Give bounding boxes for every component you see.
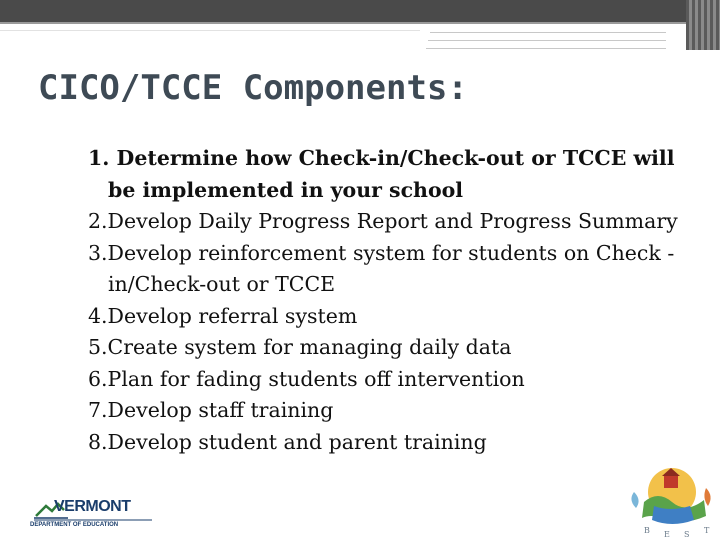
top-banner-accent bbox=[0, 22, 720, 24]
list-item: 5.Create system for managing daily data bbox=[88, 335, 512, 359]
list-item: 7.Develop staff training bbox=[88, 398, 334, 422]
best-letter: S bbox=[684, 530, 690, 539]
best-letter: T bbox=[704, 526, 710, 535]
vermont-logo-text: VERMONT bbox=[54, 498, 131, 515]
slide-title: CICO/TCCE Components: bbox=[38, 68, 468, 108]
decor-line bbox=[430, 32, 666, 33]
best-letter: E bbox=[664, 530, 670, 539]
list-item: 4.Develop referral system bbox=[88, 303, 358, 328]
decor-line bbox=[426, 48, 666, 49]
corner-decoration bbox=[686, 0, 720, 50]
list-item: 8.Develop student and parent training bbox=[88, 429, 487, 454]
top-banner bbox=[0, 0, 720, 22]
list-item: 2.Develop Daily Progress Report and Progress Summary bbox=[88, 209, 678, 233]
decor-line bbox=[0, 30, 420, 31]
best-logo-icon bbox=[624, 462, 716, 538]
list-item: 6.Plan for fading students off intervention bbox=[88, 366, 525, 391]
component-list bbox=[88, 143, 698, 458]
list-item: 1. Determine how Check-in/Check-out or TCCE will be implemented in your school bbox=[88, 146, 675, 202]
list-item: 3.Develop reinforcement system for students on Check -in/Check-out or TCCE bbox=[88, 240, 675, 296]
decor-line bbox=[428, 40, 666, 41]
best-letter: B bbox=[644, 526, 650, 535]
vermont-logo-subtitle: DEPARTMENT OF EDUCATION bbox=[30, 522, 119, 528]
